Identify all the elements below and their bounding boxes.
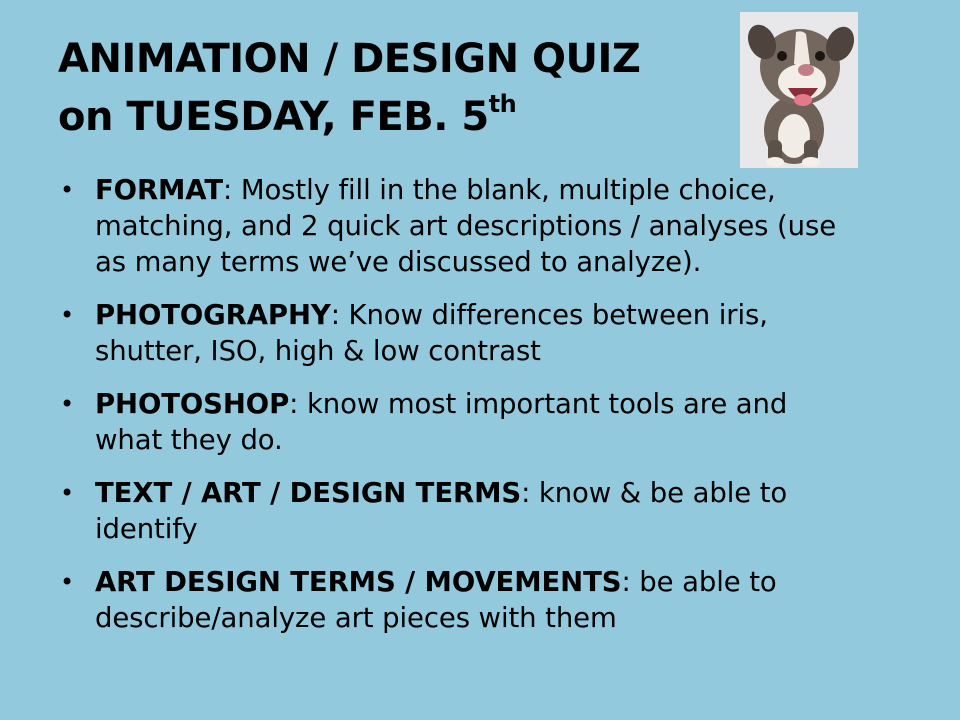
bullet-term: TEXT / ART / DESIGN TERMS <box>95 477 522 509</box>
slide-title <box>58 30 738 151</box>
bullet-dot: • <box>60 301 75 329</box>
bullet-dot: • <box>60 390 75 418</box>
bullet-dot: • <box>60 479 75 507</box>
bullet-format <box>58 172 858 280</box>
bullet-term: ART DESIGN TERMS / MOVEMENTS <box>95 566 622 598</box>
title-date: on TUESDAY, FEB. 5 <box>58 94 489 140</box>
bullet-art-design-movements <box>58 564 858 636</box>
bullet-term: FORMAT <box>95 174 224 206</box>
bullet-dot: • <box>60 568 75 596</box>
bullet-photography <box>58 297 858 369</box>
puppy-illustration <box>740 12 858 168</box>
bullet-text: : know & be able to identify <box>95 477 788 545</box>
bullet-list <box>58 172 858 653</box>
title-line-1: ANIMATION / DESIGN QUIZ <box>58 36 641 82</box>
bullet-text-art-design-terms <box>58 475 858 547</box>
title-line-2 <box>58 88 738 151</box>
bullet-text: : know most important tools are and what they do. <box>95 388 788 456</box>
bullet-text: : Know differences between iris, shutter, ISO, high & low contrast <box>95 299 768 367</box>
bullet-text: : Mostly fill in the blank, multiple choice, matching, and 2 quick art descriptions / analyses (use as many terms we’ve discussed to analyze). <box>95 174 837 278</box>
bullet-term: PHOTOSHOP <box>95 388 290 420</box>
bullet-photoshop <box>58 386 858 458</box>
puppy-photo <box>740 12 858 168</box>
bullet-dot: • <box>60 176 75 204</box>
title-ordinal-suffix: th <box>488 90 517 118</box>
bullet-term: PHOTOGRAPHY <box>95 299 331 331</box>
bullet-text: : be able to describe/analyze art pieces with them <box>95 566 777 634</box>
